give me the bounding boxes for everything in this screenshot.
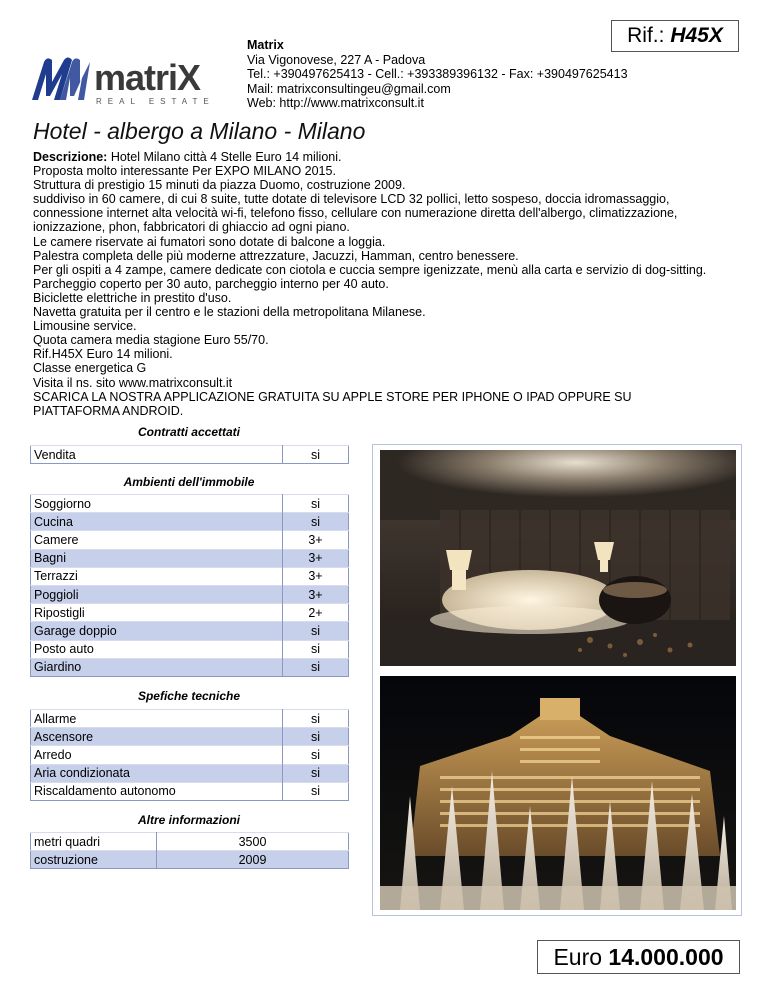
- row-key: Camere: [31, 531, 283, 549]
- table-row: [31, 585, 349, 603]
- row-value: si: [283, 746, 349, 764]
- description: [33, 150, 748, 418]
- table-row: [31, 513, 349, 531]
- row-key: Garage doppio: [31, 622, 283, 640]
- section-heading-ambienti: Ambienti dell'immobile: [123, 475, 255, 489]
- table-row: [31, 746, 349, 764]
- description-line: connessione internet alta velocità wi-fi, telefono fisso, cellulare con numerazione diretta dell'albergo, climatizzazione,: [33, 206, 678, 221]
- row-key: Soggiorno: [31, 495, 283, 513]
- description-label: Descrizione:: [33, 150, 108, 164]
- row-value: si: [283, 495, 349, 513]
- row-key: Allarme: [31, 710, 283, 728]
- matrix-logo: [30, 52, 230, 108]
- table-row: [31, 640, 349, 658]
- row-value: si: [283, 782, 349, 800]
- description-line: suddiviso in 60 camere, di cui 8 suite, tutte dotate di televisore LCD 32 pollici, letto sospeso, doccia idromassaggio,: [33, 192, 670, 207]
- row-key: Posto auto: [31, 640, 283, 658]
- table-ambienti: [30, 494, 349, 677]
- description-line: Quota camera media stagione Euro 55/70.: [33, 333, 269, 348]
- section-heading-altre: Altre informazioni: [137, 813, 240, 827]
- row-value: si: [283, 513, 349, 531]
- reference-label: Rif.:: [627, 24, 665, 47]
- table-row: [31, 495, 349, 513]
- description-line: Parcheggio coperto per 30 auto, parcheggio interno per 40 auto.: [33, 276, 389, 291]
- table-tecniche: [30, 709, 349, 801]
- description-line: Visita il ns. sito www.matrixconsult.it: [33, 375, 233, 390]
- description-first-line: Descrizione: Hotel Milano città 4 Stelle Euro 14 milioni.: [33, 150, 342, 164]
- section-heading-contratti: Contratti accettati: [137, 425, 241, 439]
- photo-hotel-room[interactable]: [380, 450, 736, 666]
- row-value: 3500: [157, 833, 349, 851]
- row-key: Riscaldamento autonomo: [31, 782, 283, 800]
- table-row: [31, 782, 349, 800]
- row-key: Cucina: [31, 513, 283, 531]
- reference-box: [611, 20, 739, 52]
- table-row: [31, 604, 349, 622]
- table-row: [31, 710, 349, 728]
- row-value: si: [283, 710, 349, 728]
- row-key: Arredo: [31, 746, 283, 764]
- row-key: Vendita: [31, 446, 283, 464]
- table-row: [31, 833, 349, 851]
- row-key: Giardino: [31, 658, 283, 676]
- listing-title: Hotel - albergo a Milano - Milano: [33, 118, 366, 144]
- price-amount: 14.000.000: [608, 944, 724, 970]
- description-line: ionizzazione, phon, fabbricatori di ghiaccio ad ogni piano.: [33, 220, 350, 235]
- description-line: Per gli ospiti a 4 zampe, camere dedicate con ciotola e cuccia sempre igenizzate, menù alla carta e servizio di dog-sitting.: [33, 262, 707, 277]
- row-key: Aria condizionata: [31, 764, 283, 782]
- row-key: Ascensore: [31, 728, 283, 746]
- table-row: [31, 446, 349, 464]
- company-mail[interactable]: Mail: matrixconsultingeu@gmail.com: [247, 81, 451, 96]
- company-phones: Tel.: +390497625413 - Cell.: +393389396132 - Fax: +390497625413: [247, 67, 628, 81]
- row-value: 3+: [283, 531, 349, 549]
- row-key: Ripostigli: [31, 604, 283, 622]
- description-line: Proposta molto interessante Per EXPO MILANO 2015.: [33, 164, 336, 179]
- price-currency: Euro: [553, 944, 603, 970]
- photo-hotel-exterior[interactable]: [380, 676, 736, 910]
- row-key: costruzione: [31, 851, 157, 869]
- row-value: si: [283, 728, 349, 746]
- description-line: SCARICA LA NOSTRA APPLICAZIONE GRATUITA SU APPLE STORE PER IPHONE O IPAD OPPURE SU: [33, 389, 632, 404]
- row-value: 2009: [157, 851, 349, 869]
- row-value: 3+: [283, 585, 349, 603]
- description-line: Classe energetica G: [33, 361, 147, 376]
- row-value: si: [283, 622, 349, 640]
- description-line: Navetta gratuita per il centro e le stazioni della metropolitana Milanese.: [33, 305, 426, 320]
- company-name: Matrix: [247, 38, 284, 52]
- row-key: Terrazzi: [31, 567, 283, 585]
- description-line: Rif.H45X Euro 14 milioni.: [33, 347, 173, 362]
- row-value: 3+: [283, 567, 349, 585]
- row-key: Poggioli: [31, 585, 283, 603]
- table-row: [31, 764, 349, 782]
- table-row: [31, 728, 349, 746]
- section-heading-tecniche: Spefiche tecniche: [137, 689, 241, 703]
- table-contratti: [30, 445, 349, 464]
- table-row: [31, 658, 349, 676]
- table-row: [31, 531, 349, 549]
- company-address: Via Vigonovese, 227 A - Padova: [247, 52, 426, 67]
- table-row: [31, 549, 349, 567]
- table-row: [31, 851, 349, 869]
- logo-word: matriX: [94, 57, 201, 98]
- description-line: Struttura di prestigio 15 minuti da piazza Duomo, costruzione 2009.: [33, 178, 406, 193]
- company-web[interactable]: Web: http://www.matrixconsult.it: [247, 96, 424, 110]
- reference-code: H45X: [670, 24, 723, 47]
- table-row: [31, 567, 349, 585]
- row-value: si: [283, 764, 349, 782]
- price-box: [537, 940, 740, 974]
- table-row: [31, 622, 349, 640]
- description-line: Limousine service.: [33, 319, 137, 334]
- description-line: Biciclette elettriche in prestito d'uso.: [33, 290, 232, 305]
- description-line: PIATTAFORMA ANDROID.: [33, 403, 184, 418]
- row-value: 2+: [283, 604, 349, 622]
- description-line: Palestra completa delle più moderne attrezzature, Jacuzzi, Hamman, centro benessere.: [33, 248, 519, 263]
- row-value: si: [283, 446, 349, 464]
- row-key: Bagni: [31, 549, 283, 567]
- row-value: si: [283, 640, 349, 658]
- table-altre: [30, 832, 349, 869]
- row-value: 3+: [283, 549, 349, 567]
- row-key: metri quadri: [31, 833, 157, 851]
- logo-subtitle: REAL ESTATE: [96, 97, 215, 106]
- company-info: [247, 38, 628, 111]
- description-line: Le camere riservate ai fumatori sono dotate di balcone a loggia.: [33, 234, 386, 249]
- row-value: si: [283, 658, 349, 676]
